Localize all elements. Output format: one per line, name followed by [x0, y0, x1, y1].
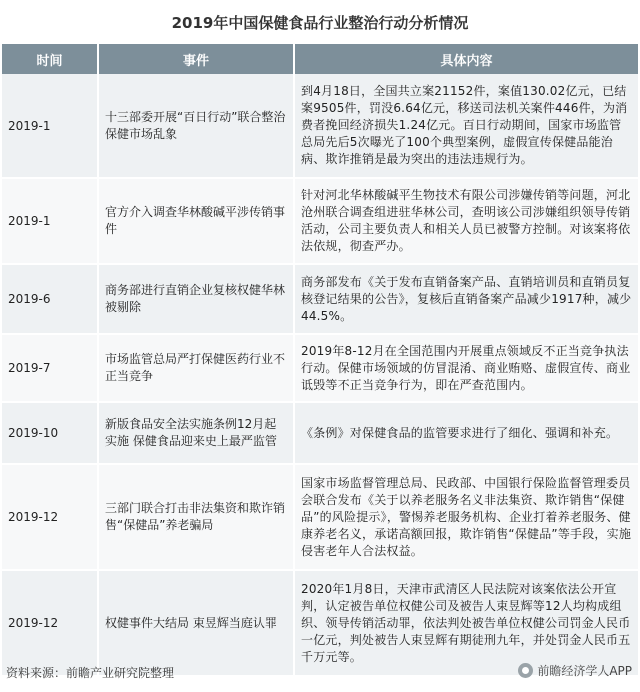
table-row — [2, 464, 638, 570]
row-time: 2019-6 — [2, 264, 98, 334]
table-row — [2, 264, 638, 334]
row-event: 市场监管总局严打保健医药行业不正当竞争 — [98, 334, 294, 402]
row-detail: 国家市场监督管理总局、民政部、中国银行保险监督管理委员会联合发布《关于以养老服务名义非法集资、欺诈销售“保健品”的风险提示》，警惕养老服务机构、企业打着养老服务、健康养老名义，承诺高额回报，欺诈销售“保健品”等手段，实施侵害老年人合法权益。 — [294, 464, 638, 570]
table-header-row — [2, 44, 638, 74]
row-detail: 商务部发布《关于发布直销备案产品、直销培训员和直销员复核登记结果的公告》，复核后直销备案产品减少1917种，减少44.5%。 — [294, 264, 638, 334]
row-time: 2019-12 — [2, 570, 98, 676]
row-time: 2019-12 — [2, 464, 98, 570]
row-time: 2019-10 — [2, 402, 98, 464]
row-detail: 《条例》对保健食品的监管要求进行了细化、强调和补充。 — [294, 402, 638, 464]
header-time: 时间 — [2, 44, 98, 74]
header-detail: 具体内容 — [294, 44, 638, 74]
row-event: 三部门联合打击非法集资和欺诈销售“保健品”养老骗局 — [98, 464, 294, 570]
brand-watermark — [518, 662, 632, 679]
row-event: 官方介入调查华林酸碱平涉传销事件 — [98, 178, 294, 264]
row-detail: 2019年8-12月在全国范围内开展重点领域反不正当竞争执法行动。保健市场领域的仿冒混淆、商业贿赂、虚假宣传、商业诋毁等不正当竞争行为，即在严查范围内。 — [294, 334, 638, 402]
row-detail: 2020年1月8日，天津市武清区人民法院对该案依法公开宣判，认定被告单位权健公司及被告人束昱辉等12人均构成组织、领导传销活动罪，依法判处被告单位权健公司罚金人民币一亿元，判处被告人束昱辉有期徒刑九年，并处罚金人民币五千万元等。 — [294, 570, 638, 676]
row-event: 商务部进行直销企业复核权健华林被剔除 — [98, 264, 294, 334]
row-event: 新版食品安全法实施条例12月起实施 保健食品迎来史上最严监管 — [98, 402, 294, 464]
row-time: 2019-1 — [2, 74, 98, 178]
table-row — [2, 178, 638, 264]
header-event: 事件 — [98, 44, 294, 74]
source-note: 资料来源：前瞻产业研究院整理 — [6, 666, 175, 680]
events-table — [2, 44, 638, 677]
wechat-icon — [518, 663, 533, 678]
table-row — [2, 334, 638, 402]
row-detail: 到4月18日，全国共立案21152件，案值130.02亿元，已结案9505件，罚没6.64亿元，移送司法机关案件446件，为消费者挽回经济损失1.24亿元。百日行动期间，国家市场监管总局先后5次曝光了100个典型案例，虚假宣传保健品能治病、欺诈推销是最为突出的违法违规行为。 — [294, 74, 638, 178]
table-row — [2, 74, 638, 178]
row-event: 权健事件大结局 束昱辉当庭认罪 — [98, 570, 294, 676]
row-event: 十三部委开展“百日行动”联合整治保健市场乱象 — [98, 74, 294, 178]
page-title: 2019年中国保健食品行业整治行动分析情况 — [171, 14, 469, 32]
brand-label: 前瞻经济学人APP — [537, 664, 632, 678]
row-time: 2019-1 — [2, 178, 98, 264]
table-row — [2, 570, 638, 676]
row-time: 2019-7 — [2, 334, 98, 402]
row-detail: 针对河北华林酸碱平生物技术有限公司涉嫌传销等问题，河北沧州联合调查组进驻华林公司，查明该公司涉嫌组织领导传销活动，公司主要负责人和相关人员已被警方控制。对该案将依法依规，彻查严办。 — [294, 178, 638, 264]
table-row — [2, 402, 638, 464]
